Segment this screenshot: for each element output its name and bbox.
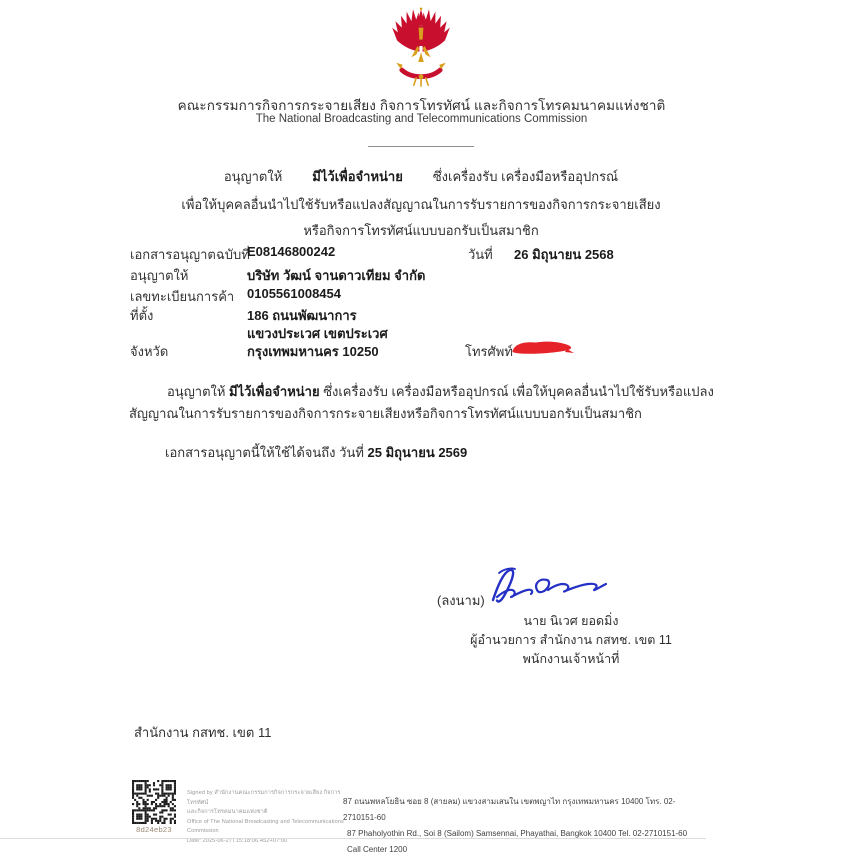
header-divider [368,146,474,147]
phone-label: โทรศัพท์ [465,344,513,359]
signed-by-line4: Date: 2025-06-27T15:18:06.452+07:00 [187,837,288,844]
date-label: วันที่ [468,247,493,262]
address-line1: 186 ถนนพัฒนาการ [247,308,357,323]
doc-no-value: E08146800242 [247,244,336,259]
body-suffix: ซึ่งเครื่องรับ เครื่องมือหรืออุปกรณ์ เพื่อให้บุคคลอื่นนำไปใช้รับหรือแปลงสัญญาณในการรับรายการของกิจการกระจายเสียงหรือกิจการโทรทัศน์แบบบอกรับเป็นสมาชิก [129,384,714,421]
body-bold: มีไว้เพื่อจำหน่าย [229,384,320,399]
validity-prefix: เอกสารอนุญาตนี้ให้ใช้ได้จนถึง วันที่ [165,445,368,460]
office-address-thai: 87 ถนนพหลโยธิน ซอย 8 (สายลม) แขวงสามเสนใน เขตพญาไท กรุงเทพมหานคร 10400 โทร. 02-2710151-60 [343,797,676,822]
qr-code-label: 8d24eb23 [136,825,172,834]
statement-purpose-bold: มีไว้เพื่อจำหน่าย [312,169,403,184]
licensee-value: บริษัท วัฒน์ จานดาวเทียม จำกัด [247,268,426,283]
page-bottom-edge [0,838,706,839]
signatory-name: นาย นิเวศ ยอดมิ่ง [523,614,619,628]
validity-line [129,442,715,464]
province-label: จังหวัด [130,344,169,359]
address-label: ที่ตั้ง [130,308,154,323]
org-name-thai: คณะกรรมการกิจการกระจายเสียง กิจการโทรทัศน์ และกิจการโทรคมนาคมแห่งชาติ [177,98,666,113]
address-line2: แขวงประเวศ เขตประเวศ [247,326,388,341]
issuing-office: สำนักงาน กสทช. เขต 11 [134,725,272,740]
signatory-block [421,612,721,669]
licensee-label: อนุญาตให้ [130,268,189,283]
garuda-emblem-icon [381,6,461,90]
sign-label: (ลงนาม) [437,593,485,608]
office-address-english: 87 Phaholyothin Rd., Soi 8 (Sailom) Samsennai, Phayathai, Bangkok 10400 Tel. 02-2710151-60 Call Center 1200 [347,829,688,854]
trade-reg-label: เลขทะเบียนการค้า [130,289,235,304]
date-value: 26 มิถุนายน 2568 [514,247,614,262]
qr-code [132,780,176,824]
statement-suffix: ซึ่งเครื่องรับ เครื่องมือหรืออุปกรณ์ [432,169,619,184]
office-address-block [343,794,698,858]
signed-by-line3: Office of The National Broadcasting and Telecommunications Commission [187,818,344,834]
body-prefix: อนุญาตให้ [167,384,230,399]
body-paragraph [129,381,715,425]
phone-redaction-scribble [510,340,576,355]
validity-date: 25 มิถุนายน 2569 [367,445,468,460]
org-name-english: The National Broadcasting and Telecommunications Commission [255,113,588,125]
signature-handwriting [487,564,611,610]
statement-prefix: อนุญาตให้ [223,169,283,184]
signed-by-line1: Signed by สำนักงานคณะกรรมการกิจการกระจายเสียง กิจการโทรทัศน์ [187,790,341,806]
permission-statement [121,166,721,239]
doc-no-label: เอกสารอนุญาตฉบับที่ [130,247,250,262]
trade-reg-value: 0105561008454 [247,286,341,301]
signatory-title: ผู้อำนวยการ สำนักงาน กสทช. เขต 11 [470,633,672,647]
signatory-role: พนักงานเจ้าหน้าที่ [522,652,620,666]
province-value: กรุงเทพมหานคร 10250 [247,344,379,359]
statement-line2: เพื่อให้บุคคลอื่นนำไปใช้รับหรือแปลงสัญญาณในการรับรายการของกิจการกระจายเสียง [181,197,661,212]
statement-line3: หรือกิจการโทรทัศน์แบบบอกรับเป็นสมาชิก [303,222,539,238]
signed-by-line2: และกิจการโทรคมนาคมแห่งชาติ [187,809,268,815]
